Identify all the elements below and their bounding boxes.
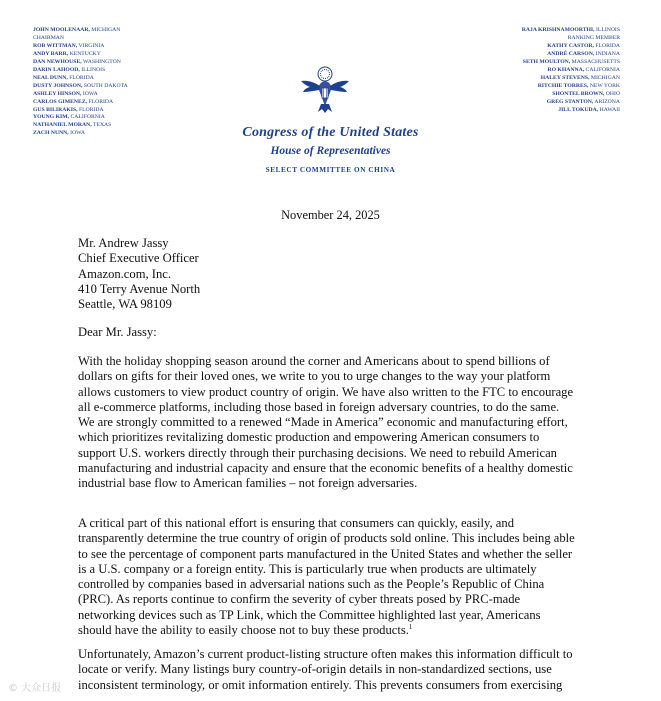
member-entry	[522, 43, 620, 51]
member-name: RO KHANNA,	[547, 66, 585, 73]
member-state: FLORIDA	[595, 42, 620, 49]
member-state: HAWAII	[599, 106, 620, 113]
member-state: CHAIRMAN	[33, 34, 64, 41]
org-committee: SELECT COMMITTEE ON CHINA	[265, 166, 396, 174]
member-name: DUSTY JOHNSON,	[33, 82, 83, 89]
member-entry	[522, 83, 620, 91]
paragraph-2	[78, 516, 575, 638]
member-name: ANDRÉ CARSON,	[547, 50, 595, 57]
member-state: RANKING MEMBER	[567, 34, 620, 41]
member-name: GUS BILIRAKIS,	[33, 106, 78, 113]
member-entry	[33, 27, 128, 35]
member-name: ASHLEY HINSON,	[33, 90, 82, 97]
paragraph-3: Unfortunately, Amazon’s current product-listing structure often makes this information difficult to locate or verify. Many listings bury country-of-origin details in non-standardized sections, use inconsistent terminology, or omit information entirely. This prevents consumers from exercising	[78, 647, 573, 692]
great-seal-eagle-icon	[298, 64, 352, 118]
member-name: NATHANIEL MORAN,	[33, 122, 92, 129]
member-entry	[33, 51, 128, 59]
paragraph-2-text: A critical part of this national effort is ensuring that consumers can quickly, easily, and transparently determine the true country of origin of products sold online. This includes being able to see the percentage of component parts manufactured in the United States and whether the seller is a U.S. company or a foreign entity. This is particularly true when products are ultimately controlled by companies based in adversarial nations such as the People’s Republic of China (PRC). As reports continue to confirm the severity of cyber threats posed by PRC-made networking devices such as TP Link, which the Committee highlighted last year, Americans should have the ability to easily choose not to buy these products.	[78, 516, 575, 638]
member-state: MASSACHUSETTS	[571, 58, 620, 65]
member-entry	[522, 67, 620, 75]
member-name: JOHN MOOLENAAR,	[33, 27, 90, 33]
member-state: MICHIGAN	[91, 27, 121, 33]
member-entry	[33, 67, 128, 75]
address-line: Chief Executive Officer	[78, 251, 199, 266]
member-entry	[522, 51, 620, 59]
member-name: ROB WITTMAN,	[33, 42, 78, 49]
address-line: Seattle, WA 98109	[78, 297, 172, 312]
member-state: ARIZONA	[594, 98, 620, 105]
member-state: OHIO	[605, 90, 620, 97]
member-state: MICHIGAN	[590, 74, 620, 81]
member-state: TEXAS	[93, 122, 112, 129]
member-state: IOWA	[82, 90, 98, 97]
majority-members-list	[33, 27, 128, 138]
member-state: ILLINOIS	[595, 27, 620, 33]
member-entry	[522, 27, 620, 35]
minority-members-list	[522, 27, 620, 114]
member-state: IOWA	[70, 130, 85, 137]
member-entry	[522, 75, 620, 83]
member-name: RITCHIE TORRES,	[537, 82, 589, 89]
member-state: FLORIDA	[88, 98, 114, 105]
member-entry	[33, 43, 128, 51]
paragraph-1: With the holiday shopping season around the corner and Americans about to spend billions of dollars on gifts for their loved ones, we write to you to urge changes to the way your platform allows customers to view product country of origin. We have also written to the FTC to encourage all e-commerce platforms, including those based in foreign adversary countries, to do the same. We are strongly committed to a renewed “Made in America” economic and manufacturing effort, which prioritizes revitalizing domestic production and empowering American consumers to support U.S. workers directly through their purchasing decisions. We need to rebuild American manufacturing and industrial capacity and ensure that the economic benefits of a healthy domestic industrial base flow to American families – not foreign adversaries.	[78, 354, 574, 491]
member-entry	[33, 75, 128, 83]
member-name: RAJA KRISHNAMOORTHI,	[521, 27, 595, 33]
member-entry	[33, 107, 128, 115]
member-entry	[522, 35, 620, 43]
member-entry	[522, 91, 620, 99]
member-name: ANDY BARR,	[33, 50, 69, 57]
address-line: Mr. Andrew Jassy	[78, 236, 169, 250]
member-name: JILL TOKUDA,	[558, 106, 599, 113]
org-house: House of Representatives	[270, 145, 391, 157]
address-line: 410 Terry Avenue North	[78, 281, 201, 296]
member-state: INDIANA	[595, 50, 620, 57]
member-name: NEAL DUNN,	[33, 74, 68, 81]
watermark: © 大众日报	[8, 683, 62, 694]
member-entry	[33, 83, 128, 91]
member-name: SETH MOULTON,	[522, 58, 571, 65]
member-name: GREG STANTON,	[546, 98, 594, 105]
member-state: CALIFORNIA	[70, 114, 105, 121]
footnote-marker[interactable]: 1	[408, 622, 413, 631]
member-state: FLORIDA	[69, 74, 94, 81]
member-entry	[522, 99, 620, 107]
member-name: KATHY CASTOR,	[547, 42, 594, 49]
member-state: VIRGINIA	[78, 42, 105, 49]
member-entry	[33, 91, 128, 99]
member-name: ZACH NUNN,	[33, 130, 69, 137]
member-name: YOUNG KIM,	[33, 114, 70, 121]
member-state: WASHINGTON	[83, 58, 121, 65]
member-state: ILLINOIS	[81, 66, 106, 73]
address-line: Amazon.com, Inc.	[78, 266, 172, 281]
member-state: NEW YORK	[589, 82, 620, 89]
member-state: KENTUCKY	[69, 50, 101, 57]
recipient-address	[78, 236, 200, 312]
member-entry	[33, 114, 128, 122]
member-entry	[33, 59, 128, 67]
member-name: DARIN LAHOOD,	[33, 66, 80, 73]
member-state: SOUTH DAKOTA	[83, 82, 128, 89]
member-entry	[33, 99, 128, 107]
member-name: CARLOS GIMENEZ,	[33, 98, 88, 105]
member-name: SHONTEL BROWN,	[552, 90, 605, 97]
letter-date: November 24, 2025	[281, 208, 380, 222]
member-entry	[522, 107, 620, 115]
member-state: FLORIDA	[79, 106, 104, 113]
member-entry	[33, 35, 128, 43]
member-state: CALIFORNIA	[585, 66, 620, 73]
member-entry	[522, 59, 620, 67]
member-name: HALEY STEVENS,	[540, 74, 590, 81]
salutation: Dear Mr. Jassy:	[78, 325, 157, 339]
member-name: DAN NEWHOUSE,	[33, 58, 82, 65]
org-congress: Congress of the United States	[242, 125, 419, 140]
